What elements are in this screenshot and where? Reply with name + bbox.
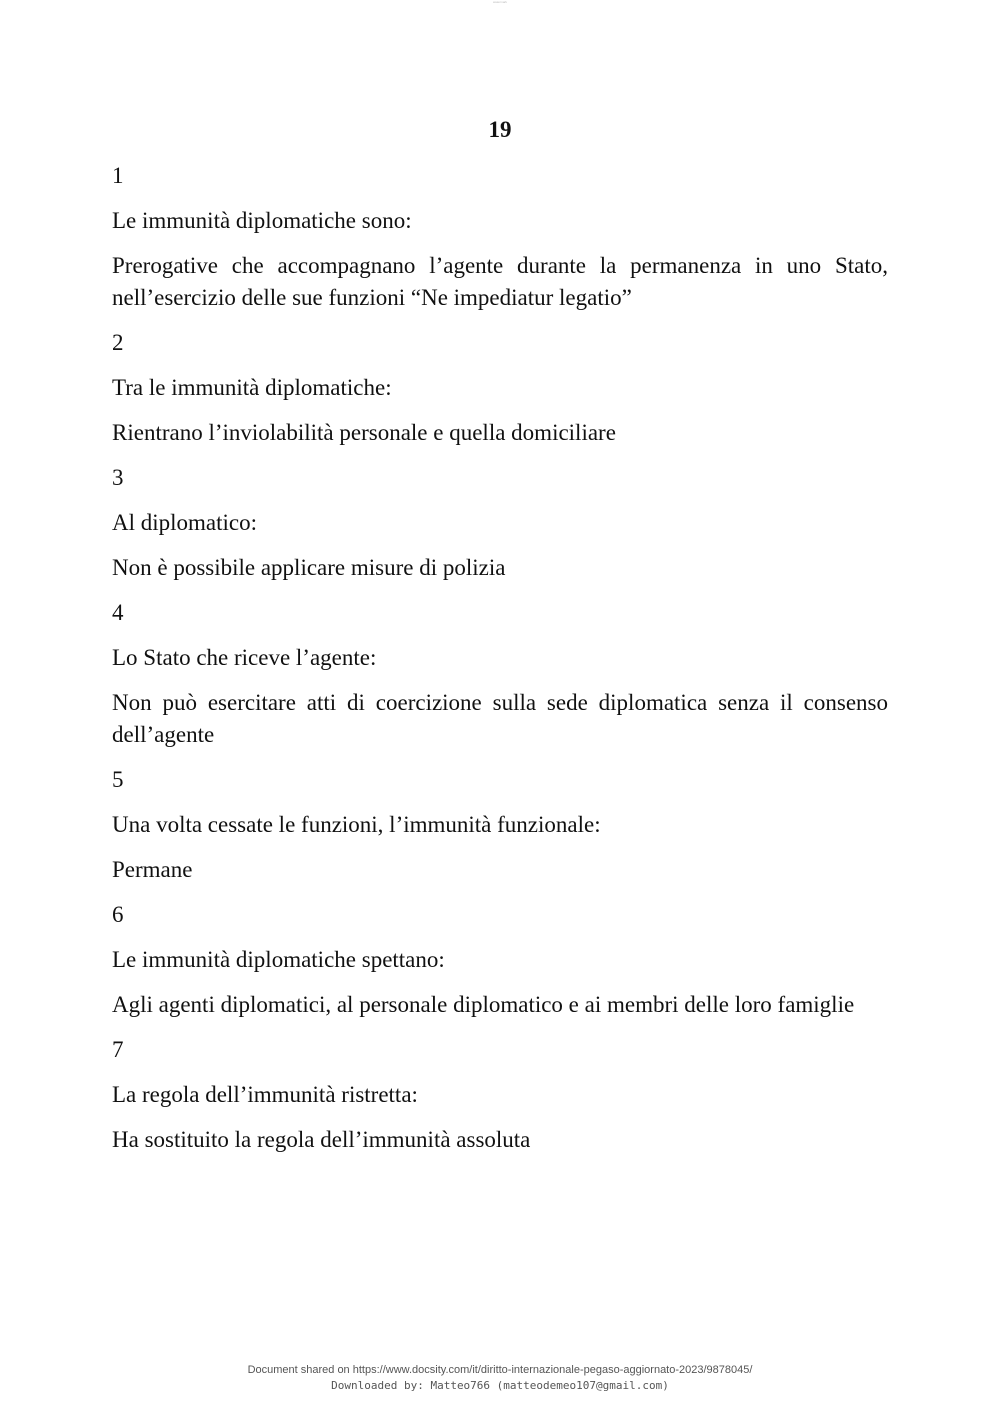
answer-text: Prerogative che accompagnano l’agente durante la permanenza in uno Stato, nell’esercizio delle sue funzioni “Ne impediatur legatio” [112, 253, 888, 310]
downloaded-by-text: Downloaded by: Matteo766 (matteodemeo107@gmail.com) [331, 1379, 669, 1392]
list-item [112, 462, 888, 584]
question-number: 3 [112, 465, 124, 490]
answer-text: Ha sostituito la regola dell’immunità assoluta [112, 1127, 531, 1152]
question-text: La regola dell’immunità ristretta: [112, 1082, 418, 1107]
question-text: Lo Stato che riceve l’agente: [112, 645, 377, 670]
question-number: 2 [112, 330, 124, 355]
top-watermark: watermark [492, 0, 507, 4]
answer-text: Non può esercitare atti di coercizione sulla sede diplomatica senza il consenso dell’agente [112, 690, 888, 747]
answer-text: Agli agenti diplomatici, al personale diplomatico e ai membri delle loro famiglie [112, 992, 855, 1017]
list-item [112, 597, 888, 751]
list-item [112, 160, 888, 314]
page-number: 19 [488, 117, 512, 142]
question-text: Al diplomatico: [112, 510, 258, 535]
shared-link-text[interactable]: Document shared on https://www.docsity.com/it/diritto-internazionale-pegaso-aggiornato-2023/9878045/ [247, 1364, 753, 1376]
question-number: 5 [112, 767, 124, 792]
question-number: 6 [112, 902, 124, 927]
list-item [112, 764, 888, 886]
question-text: Una volta cessate le funzioni, l’immunità funzionale: [112, 812, 601, 837]
answer-text: Non è possibile applicare misure di polizia [112, 555, 506, 580]
list-item [112, 1034, 888, 1156]
list-item [112, 327, 888, 449]
answer-text: Rientrano l’inviolabilità personale e quella domiciliare [112, 420, 616, 445]
list-item [112, 899, 888, 1021]
question-number: 4 [112, 600, 124, 625]
question-text: Le immunità diplomatiche spettano: [112, 947, 445, 972]
answer-text: Permane [112, 857, 193, 882]
question-text: Le immunità diplomatiche sono: [112, 208, 412, 233]
question-list [112, 160, 888, 1169]
page-footer [0, 1362, 1000, 1394]
question-number: 1 [112, 163, 124, 188]
question-number: 7 [112, 1037, 124, 1062]
question-text: Tra le immunità diplomatiche: [112, 375, 392, 400]
